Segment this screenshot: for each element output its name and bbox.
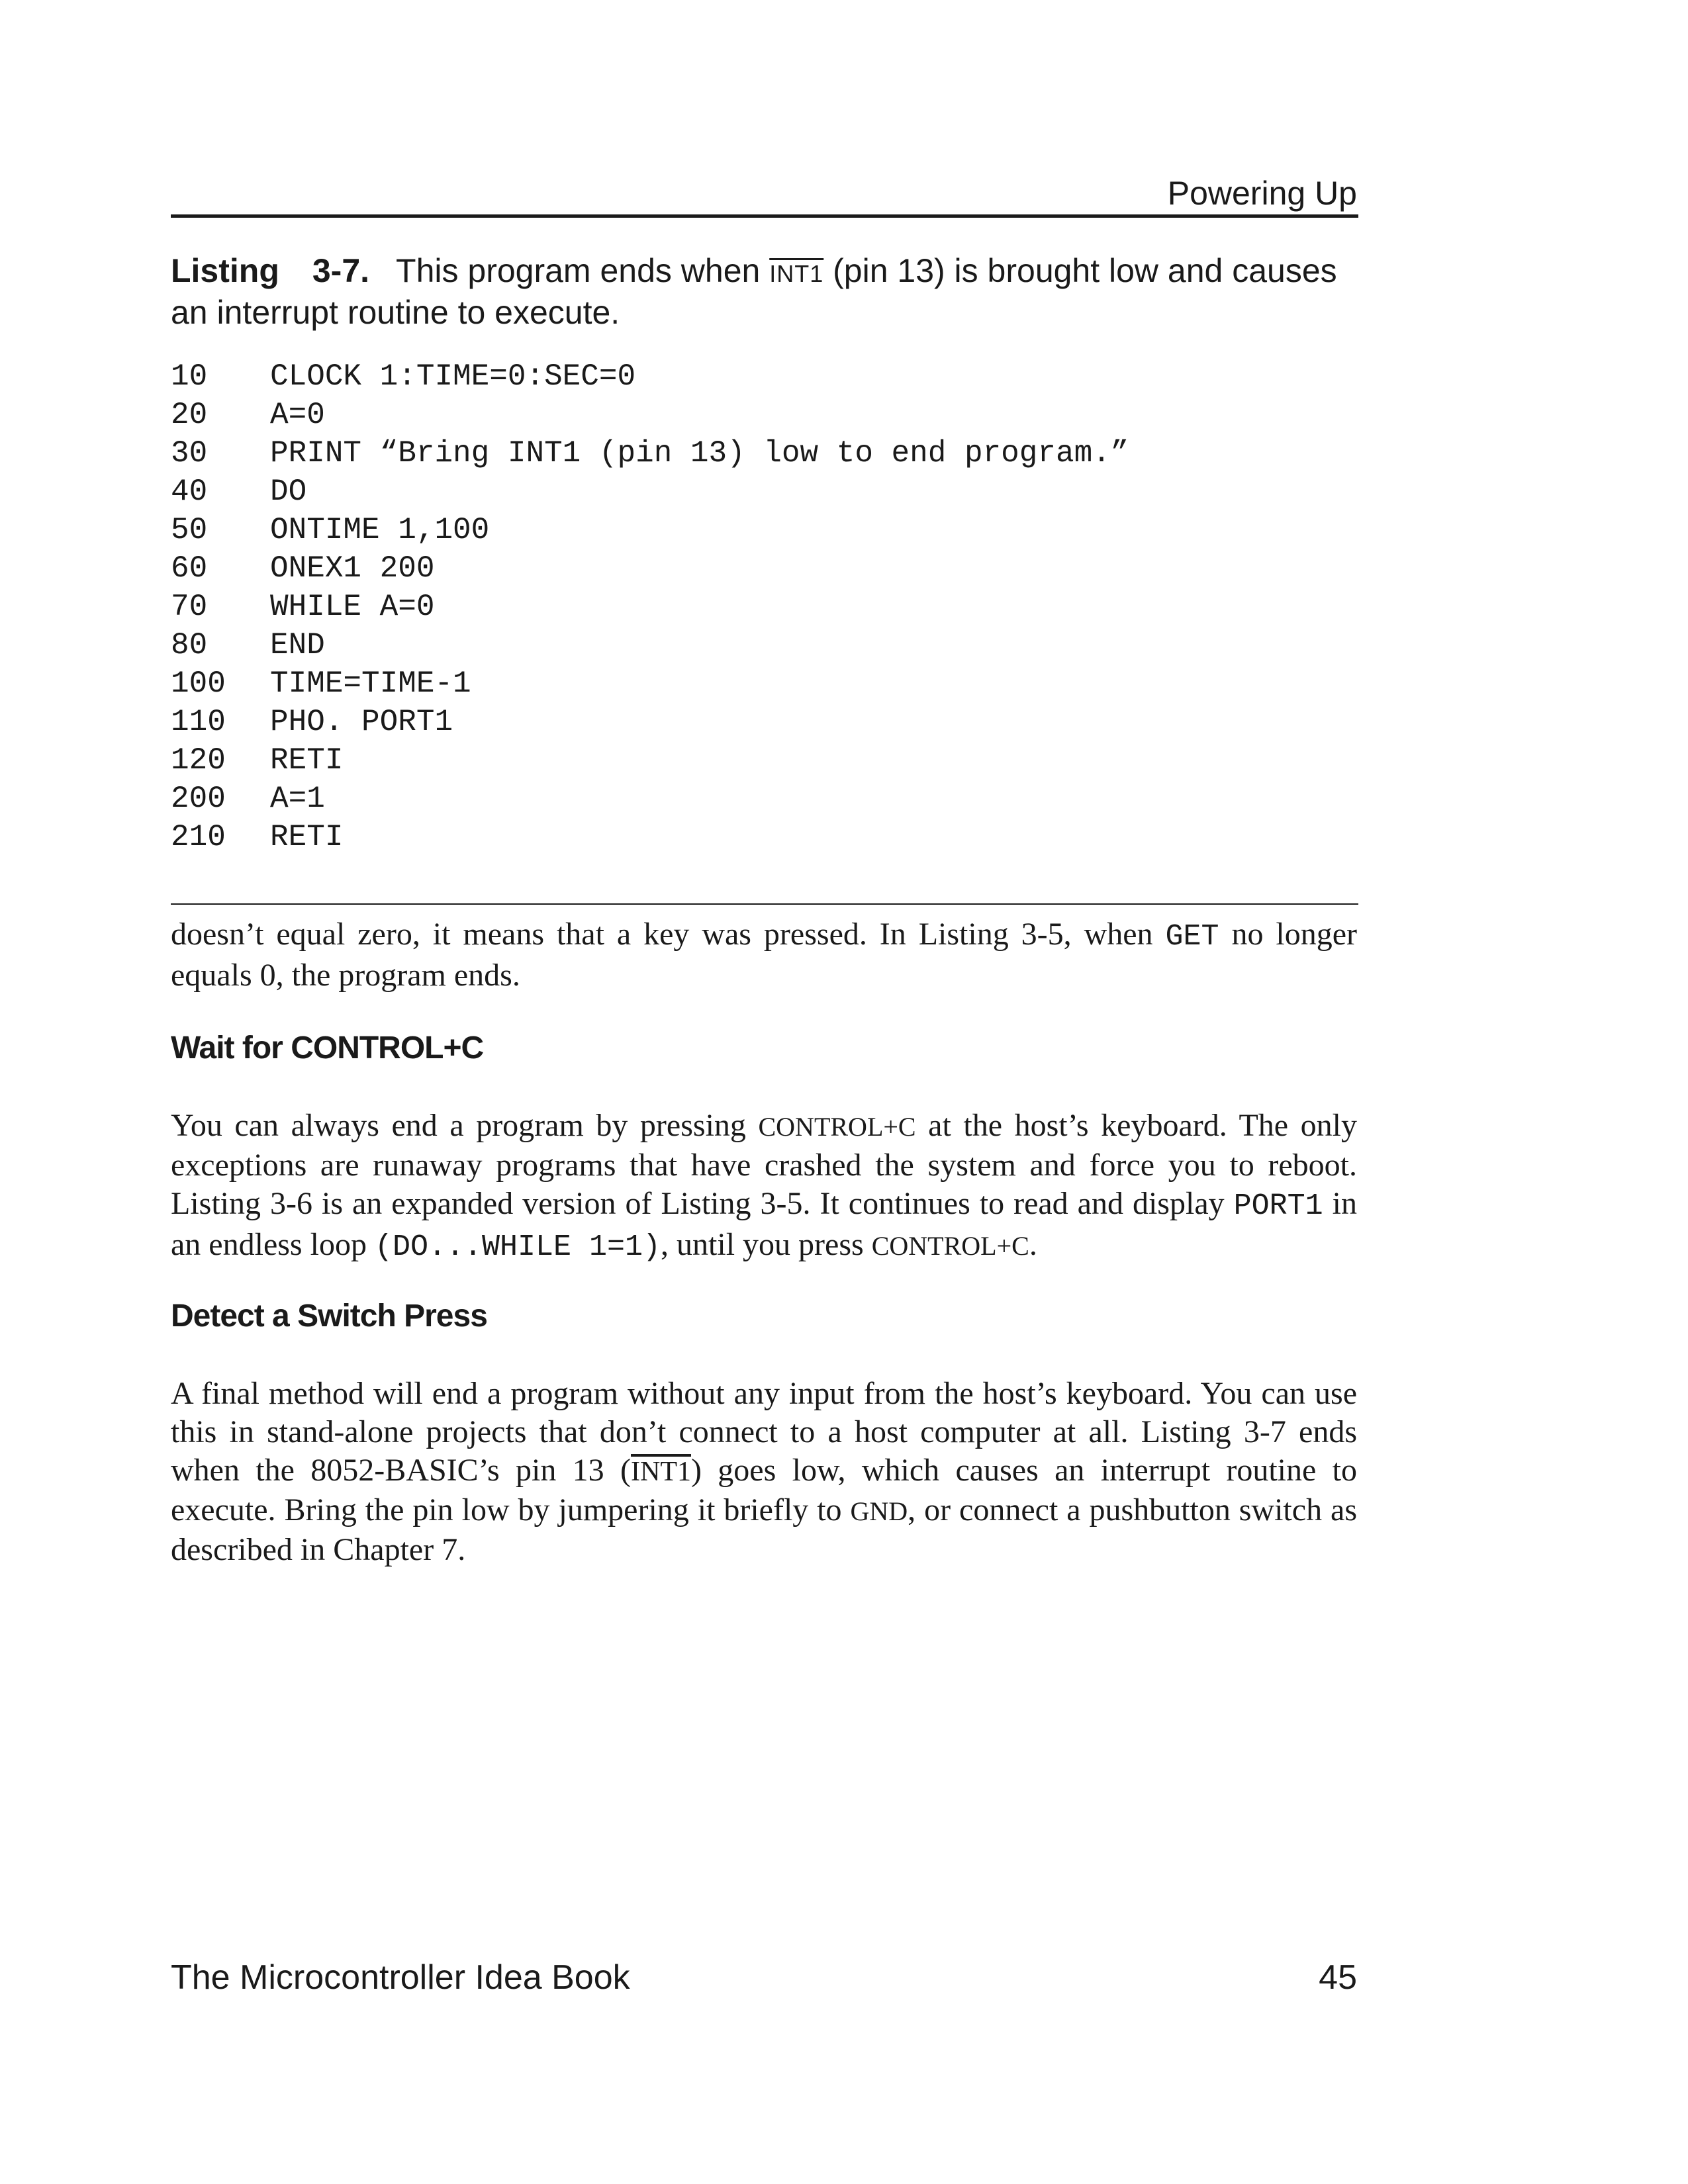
code-line-number: 110 [171, 705, 226, 739]
code-line-number: 120 [171, 743, 226, 778]
code-statement: ONTIME 1,100 [270, 513, 490, 547]
code-statement: DO [270, 475, 307, 509]
code-line-number: 50 [171, 513, 208, 547]
code-line [171, 664, 1357, 703]
code-line [171, 626, 1357, 664]
p2-text-3: in an endless loop [171, 1186, 1357, 1262]
code-line-number: 60 [171, 551, 208, 586]
p3-text-2: ) goes low, which causes an interrupt routine to execute. Bring the pin low by jumpering it briefly to [171, 1453, 1357, 1527]
p2-code-port1: PORT1 [1233, 1189, 1323, 1223]
code-line [171, 511, 1357, 549]
p3-text-3: , or connect a pushbutton switch as described in Chapter 7. [171, 1492, 1357, 1567]
code-line [171, 549, 1357, 588]
code-statement: RETI [270, 743, 344, 778]
code-line [171, 396, 1357, 434]
code-statement: END [270, 628, 325, 662]
code-line [171, 357, 1357, 396]
p2-text-4: , until you press [661, 1227, 872, 1262]
p2-code-do-while: (DO...WHILE 1=1) [374, 1230, 661, 1264]
p2-text-1: You can always end a program by pressing [171, 1108, 759, 1143]
running-head: Powering Up [1167, 175, 1357, 212]
code-line-number: 30 [171, 436, 208, 471]
code-line [171, 434, 1357, 473]
paragraph-get-key [171, 915, 1357, 995]
code-line [171, 473, 1357, 511]
listing-number: 3-7. [312, 252, 370, 289]
code-line-number: 210 [171, 820, 226, 854]
paragraph-control-c [171, 1107, 1357, 1267]
p3-text-1: A final method will end a program without any input from the host’s keyboard. You can use this in stand-alone projects that don’t connect to a host computer at all. Listing 3-7 ends when the 8052-BASIC’s pin 13 ( [171, 1376, 1357, 1488]
header-rule [171, 214, 1358, 218]
listing-label: Listing [171, 252, 279, 289]
code-statement: CLOCK 1:TIME=0:SEC=0 [270, 359, 636, 394]
code-statement: PRINT “Bring INT1 (pin 13) low to end program.” [270, 436, 1129, 471]
listing-separator-rule [171, 903, 1358, 905]
code-statement: A=1 [270, 782, 325, 816]
code-line [171, 741, 1357, 780]
int1-signal-overline: INT1 [769, 260, 824, 287]
code-statement: PHO. PORT1 [270, 705, 453, 739]
code-line-number: 10 [171, 359, 208, 394]
code-statement: WHILE A=0 [270, 590, 435, 624]
code-line [171, 703, 1357, 741]
paragraph-switch-press [171, 1375, 1357, 1569]
code-statement: A=0 [270, 398, 325, 432]
p3-gnd: GND [850, 1496, 908, 1526]
code-line-number: 20 [171, 398, 208, 432]
code-line-number: 100 [171, 666, 226, 701]
code-statement: RETI [270, 820, 344, 854]
listing-caption [171, 251, 1357, 332]
code-line [171, 588, 1357, 626]
p3-int1-overline: INT1 [631, 1457, 691, 1487]
code-statement: ONEX1 200 [270, 551, 435, 586]
p1-text-1: doesn’t equal zero, it means that a key was pressed. In Listing 3-5, when [171, 917, 1166, 952]
section-heading-detect-switch: Detect a Switch Press [171, 1298, 487, 1334]
p2-text-2: at the host’s keyboard. The only exceptions are runaway programs that have crashed the system and force you to reboot. Listing 3-6 is an expanded version of Listing 3-5. It continues to read and display [171, 1108, 1357, 1221]
p2-key-control-c: CONTROL+C [758, 1112, 916, 1142]
code-line-number: 200 [171, 782, 226, 816]
p2-key-control-c-2: CONTROL+C [871, 1231, 1029, 1261]
caption-text-after: (pin 13) is brought low and causes an interrupt routine to execute. [171, 252, 1337, 331]
code-line-number: 40 [171, 475, 208, 509]
code-statement: TIME=TIME-1 [270, 666, 471, 701]
p2-text-5: . [1029, 1227, 1037, 1262]
footer-page-number: 45 [1319, 1958, 1357, 1997]
code-line [171, 780, 1357, 818]
caption-text-before: This program ends when [396, 252, 770, 289]
code-listing [171, 357, 1357, 856]
footer-book-title: The Microcontroller Idea Book [171, 1958, 630, 1997]
section-heading-wait-control-c: Wait for CONTROL+C [171, 1030, 484, 1066]
code-line [171, 818, 1357, 856]
code-line-number: 70 [171, 590, 208, 624]
code-line-number: 80 [171, 628, 208, 662]
p1-code-get: GET [1165, 920, 1219, 954]
p1-text-2: no longer equals 0, the program ends. [171, 917, 1358, 993]
